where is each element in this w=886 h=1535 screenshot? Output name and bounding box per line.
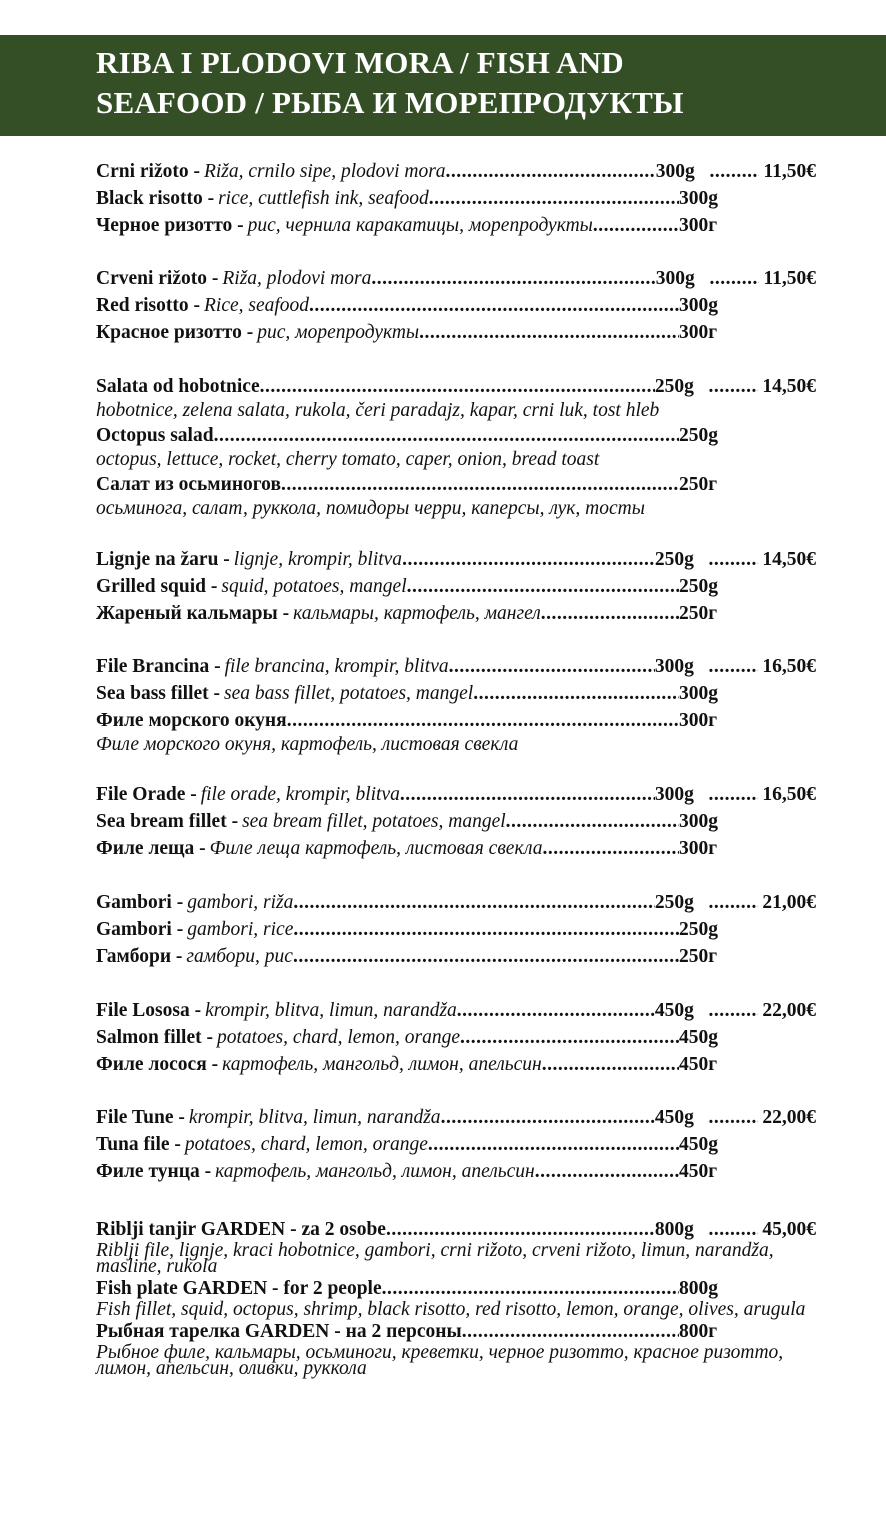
- dish-description: file orade, krompir, blitva: [200, 784, 400, 805]
- menu-item-line: [96, 707, 816, 734]
- dot-leader: [506, 808, 679, 835]
- price-dot-leader: [710, 158, 760, 185]
- dish-name: Gambori -: [96, 919, 184, 940]
- menu-item-left: [96, 889, 655, 916]
- dish-ingredients: Рыбное филе, кальмары, осьминоги, креветки, черное ризотто, красное ризотто, лимон, апельсин, оливки, руккола: [96, 1342, 784, 1379]
- menu-item-left: [96, 835, 679, 862]
- dish-name: Gambori -: [96, 892, 184, 913]
- price-dot-leader: [709, 781, 759, 808]
- dish-description: рис, морепродукты: [257, 322, 420, 343]
- dish-weight: 450g: [654, 1107, 694, 1128]
- dish-name: Рыбная тарелка GARDEN - на 2 персоны: [96, 1321, 462, 1342]
- menu-item: [96, 781, 816, 862]
- dish-ingredients: Fish fillet, squid, octopus, shrimp, black risotto, red risotto, lemon, orange, olives, arugula: [96, 1299, 806, 1320]
- dish-name: Crveni rižoto -: [96, 268, 219, 289]
- dish-name: Филе морского окуня: [96, 710, 287, 731]
- dish-weight: 300г: [679, 215, 718, 236]
- menu-item: [96, 653, 816, 756]
- dish-description: Rice, seafood: [203, 295, 310, 316]
- dish-description: sea bass fillet, potatoes, mangel: [224, 683, 474, 704]
- dot-leader: [449, 653, 655, 680]
- dot-leader: [293, 889, 654, 916]
- menu-item-left: [96, 1104, 655, 1131]
- dish-weight: 250г: [679, 474, 718, 495]
- menu-item-line: [96, 158, 816, 185]
- section-title-line-2: SEAFOOD / РЫБА И МОРЕПРОДУКТЫ: [96, 85, 684, 120]
- menu-item-left: [96, 943, 679, 970]
- dish-name: Салат из осьминогов: [96, 474, 281, 495]
- dot-leader: [293, 943, 679, 970]
- dish-description: file brancina, krompir, blitva: [224, 656, 449, 677]
- dish-description: krompir, blitva, limun, narandža: [205, 1000, 457, 1021]
- menu-item-left: [96, 707, 679, 734]
- dot-leader: [371, 265, 655, 292]
- dot-leader: [281, 471, 679, 498]
- dish-weight: 450г: [679, 1054, 718, 1075]
- dish-ingredients: octopus, lettuce, rocket, cherry tomato, caper, onion, bread toast: [96, 449, 600, 470]
- price-dot-leader: [709, 546, 759, 573]
- dish-description: gambori, riža: [187, 892, 294, 913]
- dish-description: lignje, krompir, blitva: [233, 549, 403, 570]
- price-dot-leader: [709, 889, 759, 916]
- menu-item-line: [96, 600, 816, 627]
- dish-description: кальмары, картофель, мангел: [293, 603, 541, 624]
- menu-item: [96, 997, 816, 1078]
- dot-leader: [407, 573, 679, 600]
- menu-item-line: [96, 1131, 816, 1158]
- menu-item-line: [96, 653, 816, 680]
- dish-name: Octopus salad: [96, 425, 214, 446]
- dish-price: 21,00€: [762, 892, 816, 913]
- menu-item-line: [96, 212, 816, 239]
- dish-weight: 250g: [654, 376, 694, 397]
- dot-leader: [419, 319, 679, 346]
- dish-weight: 800г: [679, 1321, 718, 1342]
- dish-name: Филе тунца -: [96, 1161, 212, 1182]
- dot-leader: [400, 781, 655, 808]
- dish-weight: 300g: [654, 656, 694, 677]
- dish-price: 14,50€: [762, 549, 816, 570]
- dish-name: Гамбори -: [96, 946, 183, 967]
- menu-item: [96, 1104, 816, 1185]
- menu-item-line: [96, 573, 816, 600]
- dot-leader: [462, 1318, 679, 1345]
- menu-item-line: [96, 997, 816, 1024]
- menu-item: [96, 265, 816, 346]
- dish-name: Жареный кальмары -: [96, 603, 290, 624]
- dish-name: Красное ризотто -: [96, 322, 254, 343]
- dish-name: File Lososa -: [96, 1000, 202, 1021]
- menu-item-left: [96, 680, 679, 707]
- dot-leader: [542, 835, 679, 862]
- menu-item-left: [96, 808, 679, 835]
- dot-leader: [293, 916, 679, 943]
- dish-weight: 300g: [679, 811, 718, 832]
- menu-item: [96, 889, 816, 970]
- menu-item-line: [96, 185, 816, 212]
- dish-weight: 450g: [679, 1134, 718, 1155]
- dish-name: Филе лосося -: [96, 1054, 219, 1075]
- menu-item-line: [96, 943, 816, 970]
- menu-item-line: [96, 265, 816, 292]
- dish-price: 14,50€: [762, 376, 816, 397]
- dish-weight: 800g: [679, 1278, 718, 1299]
- menu-item-line: [96, 781, 816, 808]
- section-title-line-1: RIBA I PLODOVI MORA / FISH AND: [96, 45, 624, 80]
- price-dot-leader: [709, 653, 759, 680]
- menu-item-left: [96, 422, 679, 449]
- menu-item-left: [96, 997, 655, 1024]
- dish-description: potatoes, chard, lemon, orange: [184, 1134, 428, 1155]
- dish-name: Черное ризотто -: [96, 215, 244, 236]
- price-dot-leader: [709, 997, 759, 1024]
- menu-item-left: [96, 212, 679, 239]
- dish-price: 22,00€: [762, 1107, 816, 1128]
- menu-item-left: [96, 1158, 679, 1185]
- dot-leader: [473, 680, 679, 707]
- dish-weight: 300г: [679, 710, 718, 731]
- dish-weight: 250g: [654, 892, 694, 913]
- menu-item-line: [96, 1318, 816, 1345]
- dot-leader: [260, 373, 655, 400]
- dish-weight: 250г: [679, 603, 718, 624]
- dot-leader: [402, 546, 655, 573]
- menu-item-left: [96, 1216, 655, 1243]
- menu-item-left: [96, 185, 679, 212]
- menu-list: [96, 158, 816, 1377]
- menu-item-left: [96, 1275, 679, 1302]
- menu-item-line: [96, 835, 816, 862]
- price-dot-leader: [709, 1216, 759, 1243]
- dish-description: gambori, rice: [187, 919, 294, 940]
- menu-item-left: [96, 600, 679, 627]
- dish-ingredients: Riblji file, lignje, kraci hobotnice, gambori, crni rižoto, crveni rižoto, limun, narandža, masline, rukola: [96, 1240, 774, 1277]
- dish-weight: 300g: [679, 188, 718, 209]
- dish-weight: 450г: [679, 1161, 718, 1182]
- dish-price: 11,50€: [763, 161, 816, 182]
- menu-item-left: [96, 916, 679, 943]
- dish-name: File Tune -: [96, 1107, 185, 1128]
- dish-weight: 250г: [679, 946, 718, 967]
- dish-ingredients: осьминога, салат, руккола, помидоры черри, каперсы, лук, тосты: [96, 498, 645, 519]
- menu-item-line: [96, 808, 816, 835]
- dish-name: File Orade -: [96, 784, 197, 805]
- menu-item-line: [96, 1051, 816, 1078]
- dish-weight: 300г: [679, 322, 718, 343]
- dish-weight: 450g: [654, 1000, 694, 1021]
- dish-description: гамбори, рис: [186, 946, 293, 967]
- dish-price: 16,50€: [762, 784, 816, 805]
- dish-description: krompir, blitva, limun, narandža: [188, 1107, 441, 1128]
- dot-leader: [429, 185, 679, 212]
- dish-name: Salmon fillet -: [96, 1027, 213, 1048]
- dish-weight: 250g: [654, 549, 694, 570]
- dish-ingredients: Филе морского окуня, картофель, листовая свекла: [96, 734, 519, 755]
- dot-leader: [541, 600, 679, 627]
- dish-weight: 250g: [679, 576, 718, 597]
- dish-weight: 300g: [655, 161, 695, 182]
- menu-item-line: [96, 889, 816, 916]
- dot-leader: [593, 212, 679, 239]
- menu-item-line: [96, 319, 816, 346]
- dot-leader: [382, 1275, 679, 1302]
- menu-item-line: [96, 1275, 816, 1302]
- dish-name: Lignje na žaru -: [96, 549, 230, 570]
- dish-name: Riblji tanjir GARDEN - za 2 osobe: [96, 1219, 386, 1240]
- menu-item: [96, 158, 816, 239]
- menu-item-left: [96, 265, 656, 292]
- dish-weight: 250g: [679, 919, 718, 940]
- dish-ingredients: hobotnice, zelena salata, rukola, čeri paradajz, kapar, crni luk, tost hleb: [96, 400, 660, 421]
- menu-item-line: [96, 1024, 816, 1051]
- dish-weight: 250g: [679, 425, 718, 446]
- dish-weight: 300g: [654, 784, 694, 805]
- dot-leader: [446, 158, 656, 185]
- menu-item-left: [96, 781, 655, 808]
- menu-item-line: [96, 1104, 816, 1131]
- dish-description: рис, чернила каракатицы, морепродукты: [247, 215, 593, 236]
- menu-item-line: [96, 292, 816, 319]
- dot-leader: [428, 1131, 679, 1158]
- dish-name: Salata od hobotnice: [96, 376, 260, 397]
- dish-description: Riža, crnilo sipe, plodovi mora: [203, 161, 446, 182]
- price-dot-leader: [710, 265, 760, 292]
- menu-item-left: [96, 1318, 679, 1345]
- menu-item: [96, 1216, 816, 1377]
- dish-description: Филе леща картофель, листовая свекла: [209, 838, 543, 859]
- dish-name: Black risotto -: [96, 188, 215, 209]
- dot-leader: [460, 1024, 679, 1051]
- dish-name: File Brancina -: [96, 656, 221, 677]
- menu-item-left: [96, 573, 679, 600]
- menu-item-left: [96, 471, 679, 498]
- dish-description: sea bream fillet, potatoes, mangel: [242, 811, 506, 832]
- price-dot-leader: [709, 1104, 759, 1131]
- menu-item-left: [96, 319, 679, 346]
- menu-item-line: [96, 546, 816, 573]
- dish-name: Fish plate GARDEN - for 2 people: [96, 1278, 382, 1299]
- dish-name: Grilled squid -: [96, 576, 218, 597]
- menu-item-left: [96, 292, 679, 319]
- dish-weight: 300г: [679, 838, 718, 859]
- dish-name: Филе леща -: [96, 838, 206, 859]
- dish-description: Riža, plodovi mora: [222, 268, 372, 289]
- dish-weight: 300g: [679, 683, 718, 704]
- dish-name: Red risotto -: [96, 295, 200, 316]
- section-header: [0, 35, 886, 136]
- menu-item-left: [96, 1024, 679, 1051]
- menu-item-line: [96, 680, 816, 707]
- dish-name: Sea bream fillet -: [96, 811, 239, 832]
- menu-item-left: [96, 653, 655, 680]
- menu-item-left: [96, 158, 656, 185]
- menu-item-line: [96, 422, 816, 449]
- dish-weight: 450g: [679, 1027, 718, 1048]
- dot-leader: [542, 1051, 679, 1078]
- menu-item-line: [96, 1216, 816, 1243]
- menu-item-line: [96, 373, 816, 400]
- dot-leader: [214, 422, 679, 449]
- dot-leader: [535, 1158, 679, 1185]
- dish-name: Sea bass fillet -: [96, 683, 221, 704]
- dish-weight: 300g: [679, 295, 718, 316]
- dish-name: Crni rižoto -: [96, 161, 200, 182]
- dish-price: 22,00€: [762, 1000, 816, 1021]
- dot-leader: [386, 1216, 655, 1243]
- menu-item-left: [96, 546, 655, 573]
- dot-leader: [441, 1104, 655, 1131]
- dish-description: squid, potatoes, mangel: [221, 576, 407, 597]
- dot-leader: [309, 292, 679, 319]
- dish-description: картофель, мангольд, лимон, апельсин: [215, 1161, 535, 1182]
- dish-weight: 800g: [654, 1219, 694, 1240]
- menu-item-line: [96, 1158, 816, 1185]
- dish-price: 45,00€: [762, 1219, 816, 1240]
- menu-item-line: [96, 471, 816, 498]
- dish-name: Tuna file -: [96, 1134, 181, 1155]
- dish-price: 16,50€: [762, 656, 816, 677]
- dot-leader: [457, 997, 655, 1024]
- dish-price: 11,50€: [763, 268, 816, 289]
- dish-description: potatoes, chard, lemon, orange: [217, 1027, 460, 1048]
- dish-description: rice, cuttlefish ink, seafood: [218, 188, 429, 209]
- section-title: [96, 43, 684, 123]
- menu-item-left: [96, 1051, 679, 1078]
- menu-item-line: [96, 916, 816, 943]
- menu-item-left: [96, 373, 655, 400]
- dot-leader: [287, 707, 679, 734]
- menu-item: [96, 373, 816, 520]
- menu-item-left: [96, 1131, 679, 1158]
- dish-weight: 300g: [655, 268, 695, 289]
- dish-description: картофель, мангольд, лимон, апельсин: [222, 1054, 542, 1075]
- menu-item: [96, 546, 816, 627]
- price-dot-leader: [709, 373, 759, 400]
